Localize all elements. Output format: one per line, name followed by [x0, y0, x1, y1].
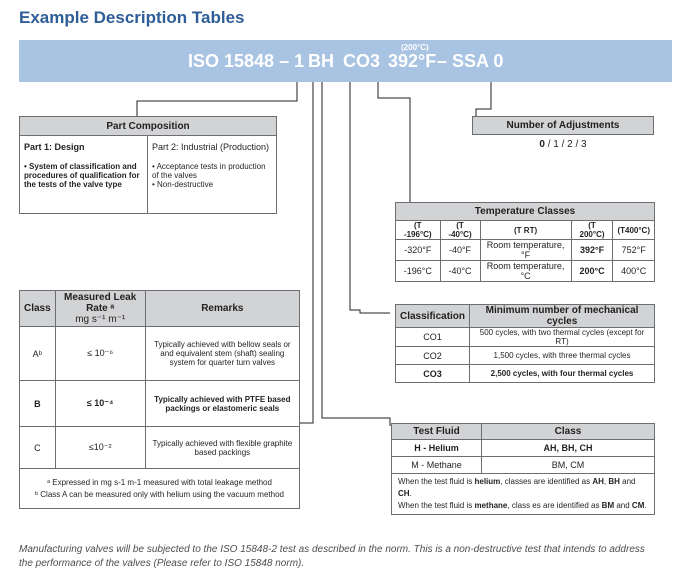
part1-title: Part 1: Design [24, 142, 85, 152]
note-text: When the test fluid is [398, 501, 475, 510]
temp-cell: 200°C [571, 261, 613, 282]
temp-col-header: (T RT) [480, 221, 571, 240]
note-class: AH [592, 477, 604, 486]
cycles-cell: 500 cycles, with two thermal cycles (except for RT) [470, 328, 655, 347]
temp-col-header: (T -40°C) [440, 221, 480, 240]
note-fluid: helium [474, 477, 501, 486]
leak-class-cell: C [20, 427, 56, 469]
fluid-note-methane: When the test fluid is methane, class es are identified as BM and CM. [398, 501, 647, 510]
code-classification: CO3 [343, 51, 381, 71]
note-fluid: methane [474, 501, 508, 510]
fluid-class-cell: BM, CM [482, 457, 655, 474]
part2-title: Part 2: Industrial (Production) [152, 142, 270, 152]
fluid-notes [392, 474, 655, 515]
footer-note: Manufacturing valves will be subjected to the ISO 15848-2 test as described in the norm. This is a non-destructive test that intends to address the performance of the valves (Please refer to ISO 15848 norm). [19, 544, 645, 569]
code-standard: ISO 15848 – 1 [188, 51, 305, 71]
temp-cell: -40°F [440, 240, 480, 261]
temp-cell: 400°C [613, 261, 655, 282]
leak-remarks-cell: Typically achieved with bellow seals or and equivalent stem (shaft) sealing system for quarter turn valves [145, 327, 299, 381]
code-temperature: 392°F [388, 51, 437, 71]
fluid-class-cell: AH, BH, CH [482, 440, 655, 457]
fluid-class-header: Class [482, 424, 655, 440]
temp-cell: Room temperature, °C [480, 261, 571, 282]
note-text: , class es are identified as [507, 501, 602, 510]
temp-cell: -196°C [396, 261, 441, 282]
note-text: When the test fluid is [398, 477, 475, 486]
code-adjustments: – SSA 0 [437, 51, 504, 71]
fluid-note-helium: When the test fluid is helium, classes are identified as AH, BH and CH. [398, 477, 636, 498]
leak-rate-table [19, 290, 300, 509]
temp-col-header: (T -196°C) [396, 221, 441, 240]
note-class: CH [398, 489, 410, 498]
adjustments-table [472, 116, 654, 155]
classification-header: Classification [396, 305, 470, 328]
part2-cell [148, 136, 277, 214]
leak-footnotes [20, 469, 300, 509]
cycles-cell: 1,500 cycles, with three thermal cycles [470, 347, 655, 365]
leak-rate-unit: mg s⁻¹ m⁻¹ [75, 314, 126, 325]
leak-rate-cell: ≤10⁻² [55, 427, 145, 469]
leak-rate-cell: ≤ 10⁻⁶ [55, 327, 145, 381]
temperature-header: Temperature Classes [396, 203, 655, 221]
footnote-b: ᵇ Class A can be measured only with helium using the vacuum method [35, 489, 284, 499]
class-header: Class [20, 291, 56, 327]
part-composition-table [19, 116, 277, 214]
part2-bullet: • Non-destructive [152, 180, 272, 189]
note-class: BH [608, 477, 620, 486]
footnote-a: ᵃ Expressed in mg s-1 m-1 measured with total leakage method [47, 477, 272, 487]
classification-cell: CO3 [396, 365, 470, 383]
test-fluid-table [391, 423, 655, 515]
temperature-classes-table [395, 202, 655, 282]
code-leak-class: BH [308, 51, 334, 71]
temp-cell: 392°F [571, 240, 613, 261]
cycles-cell: 2,500 cycles, with four thermal cycles [470, 365, 655, 383]
part-composition-header: Part Composition [20, 117, 277, 136]
cycles-header: Minimum number of mechanical cycles [470, 305, 655, 328]
test-fluid-header: Test Fluid [392, 424, 482, 440]
note-class: CM [631, 501, 645, 510]
part1-bullet: • System of classification and procedures of qualification for the tests of the valve type [24, 162, 143, 189]
part1-cell [20, 136, 148, 214]
temp-cell: -320°F [396, 240, 441, 261]
remarks-header: Remarks [145, 291, 299, 327]
adjustment-selected: 0 [539, 139, 545, 151]
temp-col-header: (T400°C) [613, 221, 655, 240]
classification-cell: CO1 [396, 328, 470, 347]
fluid-cell: M - Methane [392, 457, 482, 474]
leak-remarks-cell: Typically achieved with flexible graphite based packings [145, 427, 299, 469]
fluid-cell: H - Helium [392, 440, 482, 457]
adjustments-header: Number of Adjustments [473, 117, 654, 135]
note-text: , classes are identified as [500, 477, 593, 486]
classification-table [395, 304, 655, 383]
leak-class-cell: B [20, 381, 56, 427]
temp-col-header: (T 200°C) [571, 221, 613, 240]
note-class: BM [601, 501, 615, 510]
leak-rate-header [55, 291, 145, 327]
temperature-celsius-label: (200°C) [401, 43, 429, 52]
temp-cell: Room temperature, °F [480, 240, 571, 261]
temp-cell: 752°F [613, 240, 655, 261]
temp-cell: -40°C [440, 261, 480, 282]
leak-remarks-cell: Typically achieved with PTFE based packings or elastomeric seals [145, 381, 299, 427]
leak-class-cell: Aᵇ [20, 327, 56, 381]
leak-rate-header-label: Measured Leak Rate ᵃ [64, 292, 137, 314]
adjustments-values [473, 135, 654, 155]
part2-bullet: • Acceptance tests in production of the valves [152, 162, 272, 180]
page-title: Example Description Tables [19, 8, 245, 27]
leak-rate-cell: ≤ 10⁻⁴ [55, 381, 145, 427]
classification-cell: CO2 [396, 347, 470, 365]
adjustment-options: / 1 / 2 / 3 [544, 139, 587, 151]
